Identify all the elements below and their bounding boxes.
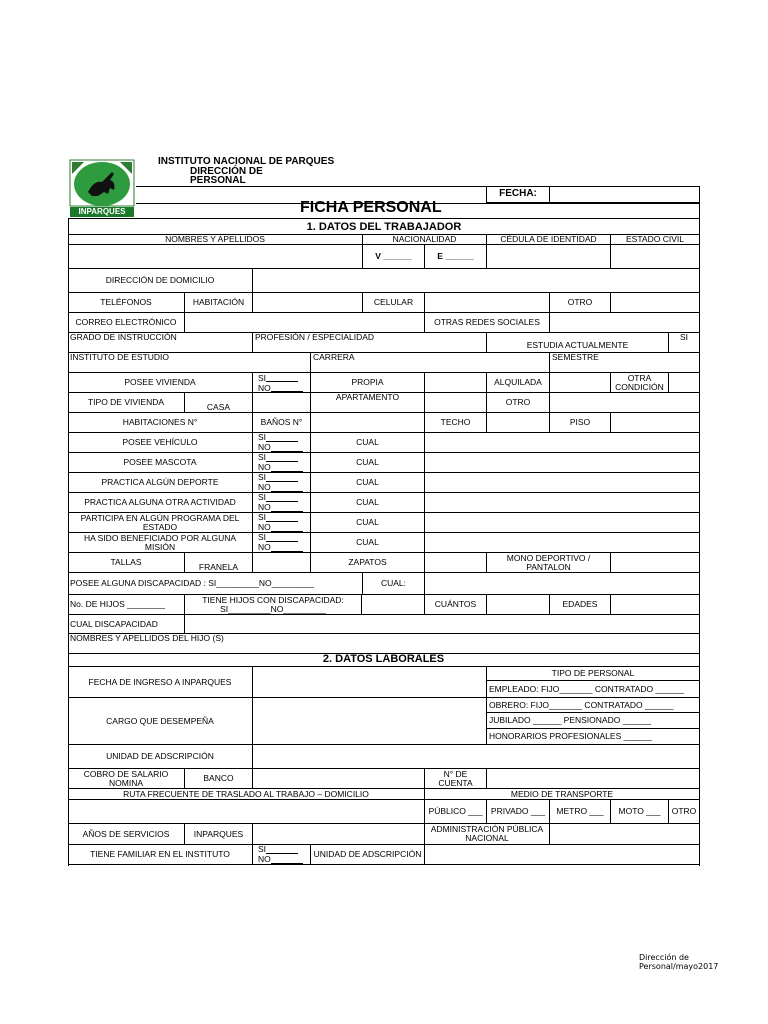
nombres-hijo-label: NOMBRES Y APELLIDOS DEL HIJO (S) <box>68 634 700 654</box>
fecha-ingreso-label: FECHA DE INGRESO A INPARQUES <box>68 667 253 698</box>
banos-field[interactable] <box>311 413 425 433</box>
otra-actividad-cual-field[interactable] <box>425 493 700 513</box>
familiar-label: TIENE FAMILIAR EN EL INSTITUTO <box>68 845 253 865</box>
anos-inparques-field[interactable] <box>253 824 425 845</box>
otra-actividad-sino[interactable] <box>253 493 311 513</box>
inparques-label: INPARQUES <box>185 824 253 845</box>
tipo-vivienda-label: TIPO DE VIVIENDA <box>68 393 185 413</box>
logo-text: INPARQUES <box>78 207 126 216</box>
instituto-label: INSTITUTO DE ESTUDIO <box>68 353 311 373</box>
franela-field[interactable] <box>253 553 311 573</box>
nacionalidad-label: NACIONALIDAD <box>363 235 487 245</box>
direccion-field[interactable] <box>253 269 700 293</box>
mono-field[interactable] <box>611 553 700 573</box>
hijos-disc-line1: TIENE HIJOS CON DISCAPACIDAD: <box>202 595 344 605</box>
hijos-disc-line2[interactable]: SI_________NO_________ <box>220 603 326 614</box>
deporte-cual-label: CUAL <box>311 473 425 493</box>
cuantos-label: CUÁNTOS <box>425 595 487 615</box>
logo <box>68 158 136 218</box>
unidad2-field[interactable] <box>425 845 700 865</box>
edades-label: EDADES <box>550 595 611 615</box>
otras-redes-field[interactable] <box>550 313 700 333</box>
nombres-label: NOMBRES Y APELLIDOS <box>68 235 363 245</box>
casa-field[interactable] <box>253 393 311 413</box>
ruta-field[interactable] <box>68 800 425 824</box>
semestre-label: SEMESTRE <box>550 353 700 373</box>
footer-text: Dirección de Personal/mayo2017 <box>639 953 719 971</box>
otra-actividad-label: PRACTICA ALGUNA OTRA ACTIVIDAD <box>68 493 253 513</box>
cual-disc-field[interactable] <box>185 615 700 634</box>
cuenta-label: N° DE CUENTA <box>425 769 487 789</box>
profesion-label: PROFESIÓN / ESPECIALIDAD <box>253 333 487 353</box>
carrera-label: CARRERA <box>311 353 550 373</box>
celular-field[interactable] <box>425 293 550 313</box>
programa-cual-label: CUAL <box>311 513 425 533</box>
no-label: NO <box>258 482 271 492</box>
mision-sino[interactable] <box>253 533 311 553</box>
form-title: FICHA PERSONAL <box>300 199 442 216</box>
alquilada-field[interactable] <box>550 373 611 393</box>
dept-line2: PERSONAL <box>190 175 246 186</box>
grado-label: GRADO DE INSTRUCCIÓN <box>68 333 253 353</box>
unidad2-label: UNIDAD DE ADSCRIPCIÓN <box>311 845 425 865</box>
estudia-si-label[interactable]: SI <box>669 333 700 353</box>
privado-option[interactable]: PRIVADO ___ <box>487 800 550 824</box>
otro-field[interactable] <box>611 293 700 313</box>
no-label: NO <box>258 383 271 393</box>
unidad-label: UNIDAD DE ADSCRIPCIÓN <box>68 745 253 769</box>
metro-option[interactable]: METRO ___ <box>550 800 611 824</box>
alquilada-label: ALQUILADA <box>487 373 550 393</box>
admin-label: ADMINISTRACIÓN PÚBLICA NACIONAL <box>425 824 550 845</box>
cuenta-field[interactable] <box>487 769 700 789</box>
familiar-sino[interactable] <box>253 845 311 865</box>
si-label: SI <box>258 845 267 854</box>
si-label: SI <box>258 533 267 542</box>
fecha-field[interactable] <box>550 186 700 203</box>
otro-transporte-option[interactable]: OTRO <box>669 800 700 824</box>
correo-field[interactable] <box>185 313 425 333</box>
cedula-label: CÉDULA DE IDENTIDAD <box>487 235 611 245</box>
apartamento-field[interactable] <box>425 393 487 413</box>
section2-title: 2. DATOS LABORALES <box>68 654 700 667</box>
discapacidad-label: POSEE ALGUNA DISCAPACIDAD : SI_________NO_________ <box>68 573 363 595</box>
habitaciones-label: HABITACIONES N° <box>68 413 253 433</box>
obrero-option[interactable]: OBRERO: FIJO_______ CONTRATADO ______ <box>487 698 700 713</box>
vehiculo-cual-label: CUAL <box>311 433 425 453</box>
otro-vivienda-label: OTRO <box>487 393 550 413</box>
ruta-label: RUTA FRECUENTE DE TRASLADO AL TRABAJO – DOMICILIO <box>68 789 425 800</box>
cuantos-field[interactable] <box>487 595 550 615</box>
telefonos-label: TELÉFONOS <box>68 293 185 313</box>
si-label: SI <box>258 433 267 442</box>
programa-cual-field[interactable] <box>425 513 700 533</box>
fecha-label: FECHA: <box>486 186 550 203</box>
anos-label: AÑOS DE SERVICIOS <box>68 824 185 845</box>
deporte-label: PRACTICA ALGÚN DEPORTE <box>68 473 253 493</box>
cedula-field[interactable] <box>487 245 611 269</box>
otra-condicion-field[interactable] <box>669 373 700 393</box>
cargo-field[interactable] <box>253 698 487 745</box>
vehiculo-cual-field[interactable] <box>425 433 700 453</box>
mision-cual-field[interactable] <box>425 533 700 553</box>
cual-disc-label: CUAL DISCAPACIDAD <box>68 615 185 634</box>
zapatos-label: ZAPATOS <box>311 553 425 573</box>
mision-cual-label: CUAL <box>311 533 425 553</box>
techo-label: TECHO <box>425 413 487 433</box>
no-label: NO <box>258 502 271 512</box>
unidad-field[interactable] <box>253 745 700 769</box>
habitacion-field[interactable] <box>253 293 363 313</box>
habitacion-label: HABITACIÓN <box>185 293 253 313</box>
vivienda-sino[interactable] <box>253 373 311 393</box>
moto-option[interactable]: MOTO ___ <box>611 800 669 824</box>
vehiculo-label: POSEE VEHÍCULO <box>68 433 253 453</box>
piso-field[interactable] <box>611 413 700 433</box>
no-label: NO <box>258 442 271 452</box>
franela-label: FRANELA <box>185 553 253 573</box>
discapacidad-cual-field[interactable] <box>425 573 700 595</box>
nombres-field[interactable] <box>68 245 363 269</box>
publico-option[interactable]: PÚBLICO ___ <box>425 800 487 824</box>
propia-field[interactable] <box>425 373 487 393</box>
direccion-label: DIRECCIÓN DE DOMICILIO <box>68 269 253 293</box>
admin-field[interactable] <box>550 824 700 845</box>
estudia-label: ESTUDIA ACTUALMENTE <box>487 333 669 353</box>
otras-redes-label: OTRAS REDES SOCIALES <box>425 313 550 333</box>
programa-sino[interactable] <box>253 513 311 533</box>
banco-field[interactable] <box>253 769 425 789</box>
honorarios-option[interactable]: HONORARIOS PROFESIONALES ______ <box>487 729 700 745</box>
v-field[interactable]: V ______ <box>363 245 425 269</box>
apartamento-label: APARTAMENTO <box>311 393 425 413</box>
edades-field[interactable] <box>611 595 700 615</box>
deporte-sino[interactable] <box>253 473 311 493</box>
otro-vivienda-field[interactable] <box>550 393 700 413</box>
vehiculo-sino[interactable] <box>253 433 311 453</box>
discapacidad-cual-label: CUAL: <box>363 573 425 595</box>
si-label: SI <box>258 453 267 462</box>
si-label: SI <box>258 493 267 502</box>
cargo-label: CARGO QUE DESEMPEÑA <box>68 698 253 745</box>
dept-line1: DIRECCIÓN DE <box>190 166 263 177</box>
si-label: SI <box>258 373 267 383</box>
otro-label: OTRO <box>550 293 611 313</box>
org-name: INSTITUTO NACIONAL DE PARQUES <box>158 156 335 167</box>
techo-field[interactable] <box>487 413 550 433</box>
deporte-cual-field[interactable] <box>425 473 700 493</box>
mascota-sino[interactable] <box>253 453 311 473</box>
no-label: NO <box>258 522 271 532</box>
mono-label: MONO DEPORTIVO / PANTALON <box>487 553 611 573</box>
no-label: NO <box>258 462 271 472</box>
section1-title: 1. DATOS DEL TRABAJADOR <box>68 222 700 235</box>
hijos-label: No. DE HIJOS ________ <box>68 595 185 615</box>
piso-label: PISO <box>550 413 611 433</box>
casa-label: CASA <box>185 393 253 413</box>
otra-actividad-cual-label: CUAL <box>311 493 425 513</box>
celular-label: CELULAR <box>363 293 425 313</box>
correo-label: CORREO ELECTRÓNICO <box>68 313 185 333</box>
jubilado-option[interactable]: JUBILADO ______ PENSIONADO ______ <box>487 713 700 729</box>
mascota-cual-field[interactable] <box>425 453 700 473</box>
fecha-ingreso-field[interactable] <box>253 667 487 698</box>
banos-label: BAÑOS N° <box>253 413 311 433</box>
empleado-option[interactable]: EMPLEADO: FIJO_______ CONTRATADO ______ <box>487 681 700 698</box>
si-label: SI <box>258 473 267 482</box>
hijos-disc-field[interactable] <box>362 595 425 615</box>
hijos-discapacidad <box>185 595 362 615</box>
vivienda-label: POSEE VIVIENDA <box>68 373 253 393</box>
mascota-label: POSEE MASCOTA <box>68 453 253 473</box>
cobro-label: COBRO DE SALARIO NOMINA <box>68 769 185 789</box>
banco-label: BANCO <box>185 769 253 789</box>
estado-civil-field[interactable] <box>611 245 700 269</box>
otra-condicion-label: OTRA CONDICIÓN <box>611 373 669 393</box>
si-label: SI <box>258 513 267 522</box>
no-label: NO <box>258 854 271 864</box>
propia-label: PROPIA <box>311 373 425 393</box>
estado-civil-label: ESTADO CIVIL <box>611 235 700 245</box>
medio-label: MEDIO DE TRANSPORTE <box>425 789 700 800</box>
zapatos-field[interactable] <box>425 553 487 573</box>
programa-label: PARTICIPA EN ALGÚN PROGRAMA DEL ESTADO <box>68 513 253 533</box>
e-field[interactable]: E ______ <box>425 245 487 269</box>
tipo-personal-label: TIPO DE PERSONAL <box>487 667 700 681</box>
mision-label: HA SIDO BENEFICIADO POR ALGUNA MISIÓN <box>68 533 253 553</box>
no-label: NO <box>258 542 271 552</box>
mascota-cual-label: CUAL <box>311 453 425 473</box>
tallas-label: TALLAS <box>68 553 185 573</box>
